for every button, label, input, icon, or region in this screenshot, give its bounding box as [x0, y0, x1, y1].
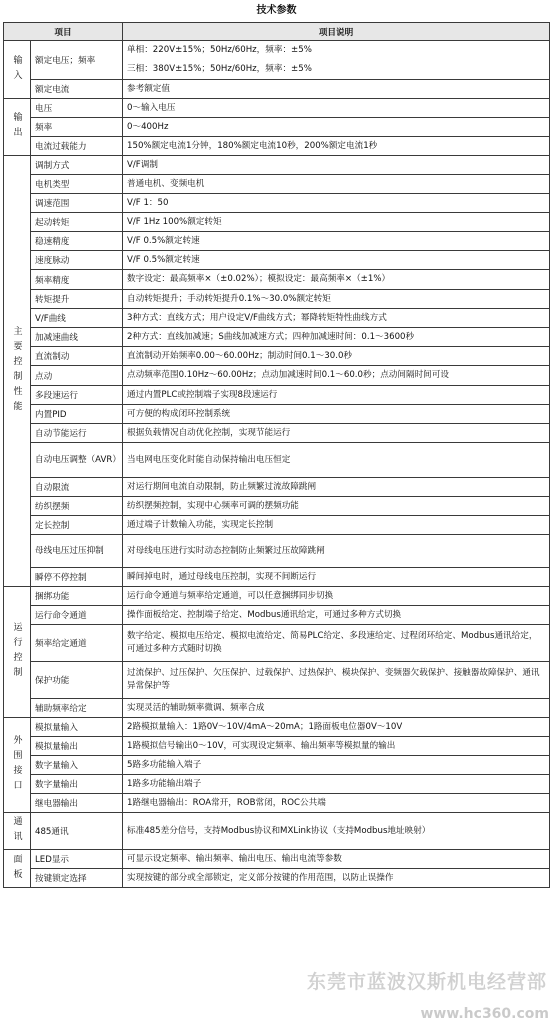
item-description: 1路继电器输出：ROA常开，ROB常闭，ROC公共端: [123, 794, 550, 813]
table-row: [4, 625, 550, 662]
item-name: 内置PID: [31, 405, 123, 424]
item-description: 瞬间掉电时，通过母线电压控制，实现不间断运行: [123, 568, 550, 587]
table-header-row: [4, 23, 550, 41]
table-row: [4, 99, 550, 118]
watermark: [240, 963, 553, 1024]
table-row: [4, 756, 550, 775]
item-description: 可方便的构成闭环控制系统: [123, 405, 550, 424]
table-row: [4, 175, 550, 194]
item-name: 数字量输出: [31, 775, 123, 794]
item-description: 5路多功能输入端子: [123, 756, 550, 775]
item-description: 1路模拟信号输出0～10V，可实现设定频率、输出频率等模拟量的输出: [123, 737, 550, 756]
table-row: [4, 662, 550, 699]
item-description: 150%额定电流1分钟，180%额定电流10秒，200%额定电流1秒: [123, 137, 550, 156]
item-description: 普通电机、变频电机: [123, 175, 550, 194]
item-description: 0～400Hz: [123, 118, 550, 137]
table-row: [4, 156, 550, 175]
table-row: [4, 718, 550, 737]
item-description: 数字设定：最高频率×（±0.02%）；模拟设定：最高频率×（±1%）: [123, 270, 550, 290]
item-name: 点动: [31, 366, 123, 386]
item-description: 数字给定、模拟电压给定、模拟电流给定、简易PLC给定、多段速给定、过程闭环给定、Modbus通讯给定，可通过多种方式随时切换: [123, 625, 550, 662]
table-row: [4, 699, 550, 718]
table-row: [4, 516, 550, 535]
item-description: 1路多功能输出端子: [123, 775, 550, 794]
watermark-text: 东莞市蓝波汉斯机电经营部: [306, 971, 547, 993]
description-line: 单相：220V±15%；50Hz/60Hz，频率：±5%: [127, 45, 312, 55]
table-row: [4, 270, 550, 290]
item-name: 起动转矩: [31, 213, 123, 232]
item-name: 继电器输出: [31, 794, 123, 813]
table-row: [4, 737, 550, 756]
table-row: [4, 850, 550, 869]
description-line: 三相：380V±15%；50Hz/60Hz，频率：±5%: [127, 64, 312, 74]
table-row: [4, 775, 550, 794]
item-name: 调制方式: [31, 156, 123, 175]
table-row: [4, 118, 550, 137]
item-description: 运行命令通道与频率给定通道，可以任意捆绑同步切换: [123, 587, 550, 606]
item-description: 点动频率范围0.10Hz～60.00Hz；点动加减速时间0.1～60.0秒；点动间隔时间可设: [123, 366, 550, 386]
item-description: 通过端子计数输入功能，实现定长控制: [123, 516, 550, 535]
header-description: 项目说明: [123, 23, 550, 41]
item-name: 频率给定通道: [31, 625, 123, 662]
item-name: 频率: [31, 118, 123, 137]
item-name: 加减速曲线: [31, 328, 123, 347]
item-name: 电压: [31, 99, 123, 118]
item-name: 直流制动: [31, 347, 123, 366]
item-name: 速度脉动: [31, 251, 123, 270]
item-description: 对运行期间电流自动限制，防止频繁过流故障跳闸: [123, 478, 550, 497]
table-row: [4, 606, 550, 625]
table-row: [4, 328, 550, 347]
table-row: [4, 80, 550, 99]
table-row: [4, 213, 550, 232]
category-io: 外围接口: [4, 718, 31, 813]
category-input: 输入: [4, 41, 31, 99]
item-description: 根据负载情况自动优化控制，实现节能运行: [123, 424, 550, 443]
item-name: 额定电流: [31, 80, 123, 99]
item-name: 运行命令通道: [31, 606, 123, 625]
item-name: 额定电压；频率: [31, 41, 123, 80]
watermark-url: www.hc360.com: [420, 1006, 549, 1022]
item-description: 实现按键的部分或全部锁定，定义部分按键的作用范围，以防止误操作: [123, 869, 550, 888]
item-name: 485通讯: [31, 813, 123, 850]
item-name: 调速范围: [31, 194, 123, 213]
item-description: 2路模拟量输入：1路0V～10V/4mA～20mA；1路面板电位器0V～10V: [123, 718, 550, 737]
item-description: 自动转矩提升；手动转矩提升0.1%～30.0%额定转矩: [123, 290, 550, 309]
category-run: 运行控制: [4, 587, 31, 718]
table-row: [4, 568, 550, 587]
item-name: LED显示: [31, 850, 123, 869]
table-row: [4, 478, 550, 497]
item-name: 转矩提升: [31, 290, 123, 309]
table-row: [4, 137, 550, 156]
item-description: 操作面板给定、控制端子给定、Modbus通讯给定，可通过多种方式切换: [123, 606, 550, 625]
item-name: 稳速精度: [31, 232, 123, 251]
item-name: 模拟量输入: [31, 718, 123, 737]
header-item: 项目: [4, 23, 123, 41]
table-row: [4, 794, 550, 813]
category-output: 输出: [4, 99, 31, 156]
item-description: V/F 0.5%额定转速: [123, 232, 550, 251]
category-comm: 通讯: [4, 813, 31, 850]
table-row: [4, 587, 550, 606]
item-description: 标准485差分信号，支持Modbus协议和MXLink协议（支持Modbus地址映射）: [123, 813, 550, 850]
item-name: 模拟量输出: [31, 737, 123, 756]
item-description: V/F 1Hz 100%额定转矩: [123, 213, 550, 232]
item-description: 0～输入电压: [123, 99, 550, 118]
item-description: 通过内置PLC或控制端子实现8段速运行: [123, 386, 550, 405]
item-name: 瞬停不停控制: [31, 568, 123, 587]
item-description: 实现灵活的辅助频率微调、频率合成: [123, 699, 550, 718]
item-description: 可显示设定频率、输出频率、输出电压、输出电流等参数: [123, 850, 550, 869]
table-row: [4, 386, 550, 405]
item-description: [123, 41, 550, 80]
item-name: 辅助频率给定: [31, 699, 123, 718]
spec-table: [3, 22, 550, 888]
item-description: 参考额定值: [123, 80, 550, 99]
table-row: [4, 309, 550, 328]
table-row: [4, 424, 550, 443]
item-name: 频率精度: [31, 270, 123, 290]
item-name: V/F曲线: [31, 309, 123, 328]
item-description: 当电网电压变化时能自动保持输出电压恒定: [123, 443, 550, 478]
table-row: [4, 366, 550, 386]
table-row: [4, 290, 550, 309]
category-control: 主要控制性能: [4, 156, 31, 587]
item-name: 自动节能运行: [31, 424, 123, 443]
page-title: 技术参数: [256, 5, 297, 16]
item-description: 3种方式：直线方式；用户设定V/F曲线方式；幂降转矩特性曲线方式: [123, 309, 550, 328]
table-row: [4, 41, 550, 80]
item-name: 电流过载能力: [31, 137, 123, 156]
table-row: [4, 813, 550, 850]
item-description: 过流保护、过压保护、欠压保护、过载保护、过热保护、模块保护、变频器欠载保护、接触器故障保护、通讯异常保护等: [123, 662, 550, 699]
item-name: 母线电压过压抑制: [31, 535, 123, 568]
item-name: 多段速运行: [31, 386, 123, 405]
item-name: 按键锁定选择: [31, 869, 123, 888]
item-name: 保护功能: [31, 662, 123, 699]
category-panel: 面板: [4, 850, 31, 888]
item-name: 数字量输入: [31, 756, 123, 775]
item-description: V/F调制: [123, 156, 550, 175]
table-row: [4, 497, 550, 516]
item-description: 对母线电压进行实时动态控制防止频繁过压故障跳闸: [123, 535, 550, 568]
table-row: [4, 443, 550, 478]
table-row: [4, 347, 550, 366]
item-name: 纺织摆频: [31, 497, 123, 516]
item-name: 捆绑功能: [31, 587, 123, 606]
table-row: [4, 405, 550, 424]
item-description: 纺织摆频控制，实现中心频率可调的摆频功能: [123, 497, 550, 516]
table-row: [4, 232, 550, 251]
item-name: 自动电压调整（AVR）: [31, 443, 123, 478]
item-name: 定长控制: [31, 516, 123, 535]
item-description: V/F 0.5%额定转速: [123, 251, 550, 270]
item-description: V/F 1：50: [123, 194, 550, 213]
item-name: 电机类型: [31, 175, 123, 194]
table-row: [4, 535, 550, 568]
table-row: [4, 869, 550, 888]
item-description: 直流制动开始频率0.00～60.00Hz；制动时间0.1～30.0秒: [123, 347, 550, 366]
table-row: [4, 194, 550, 213]
table-row: [4, 251, 550, 270]
item-description: 2种方式：直线加减速；S曲线加减速方式；四种加减速时间：0.1～3600秒: [123, 328, 550, 347]
item-name: 自动限流: [31, 478, 123, 497]
